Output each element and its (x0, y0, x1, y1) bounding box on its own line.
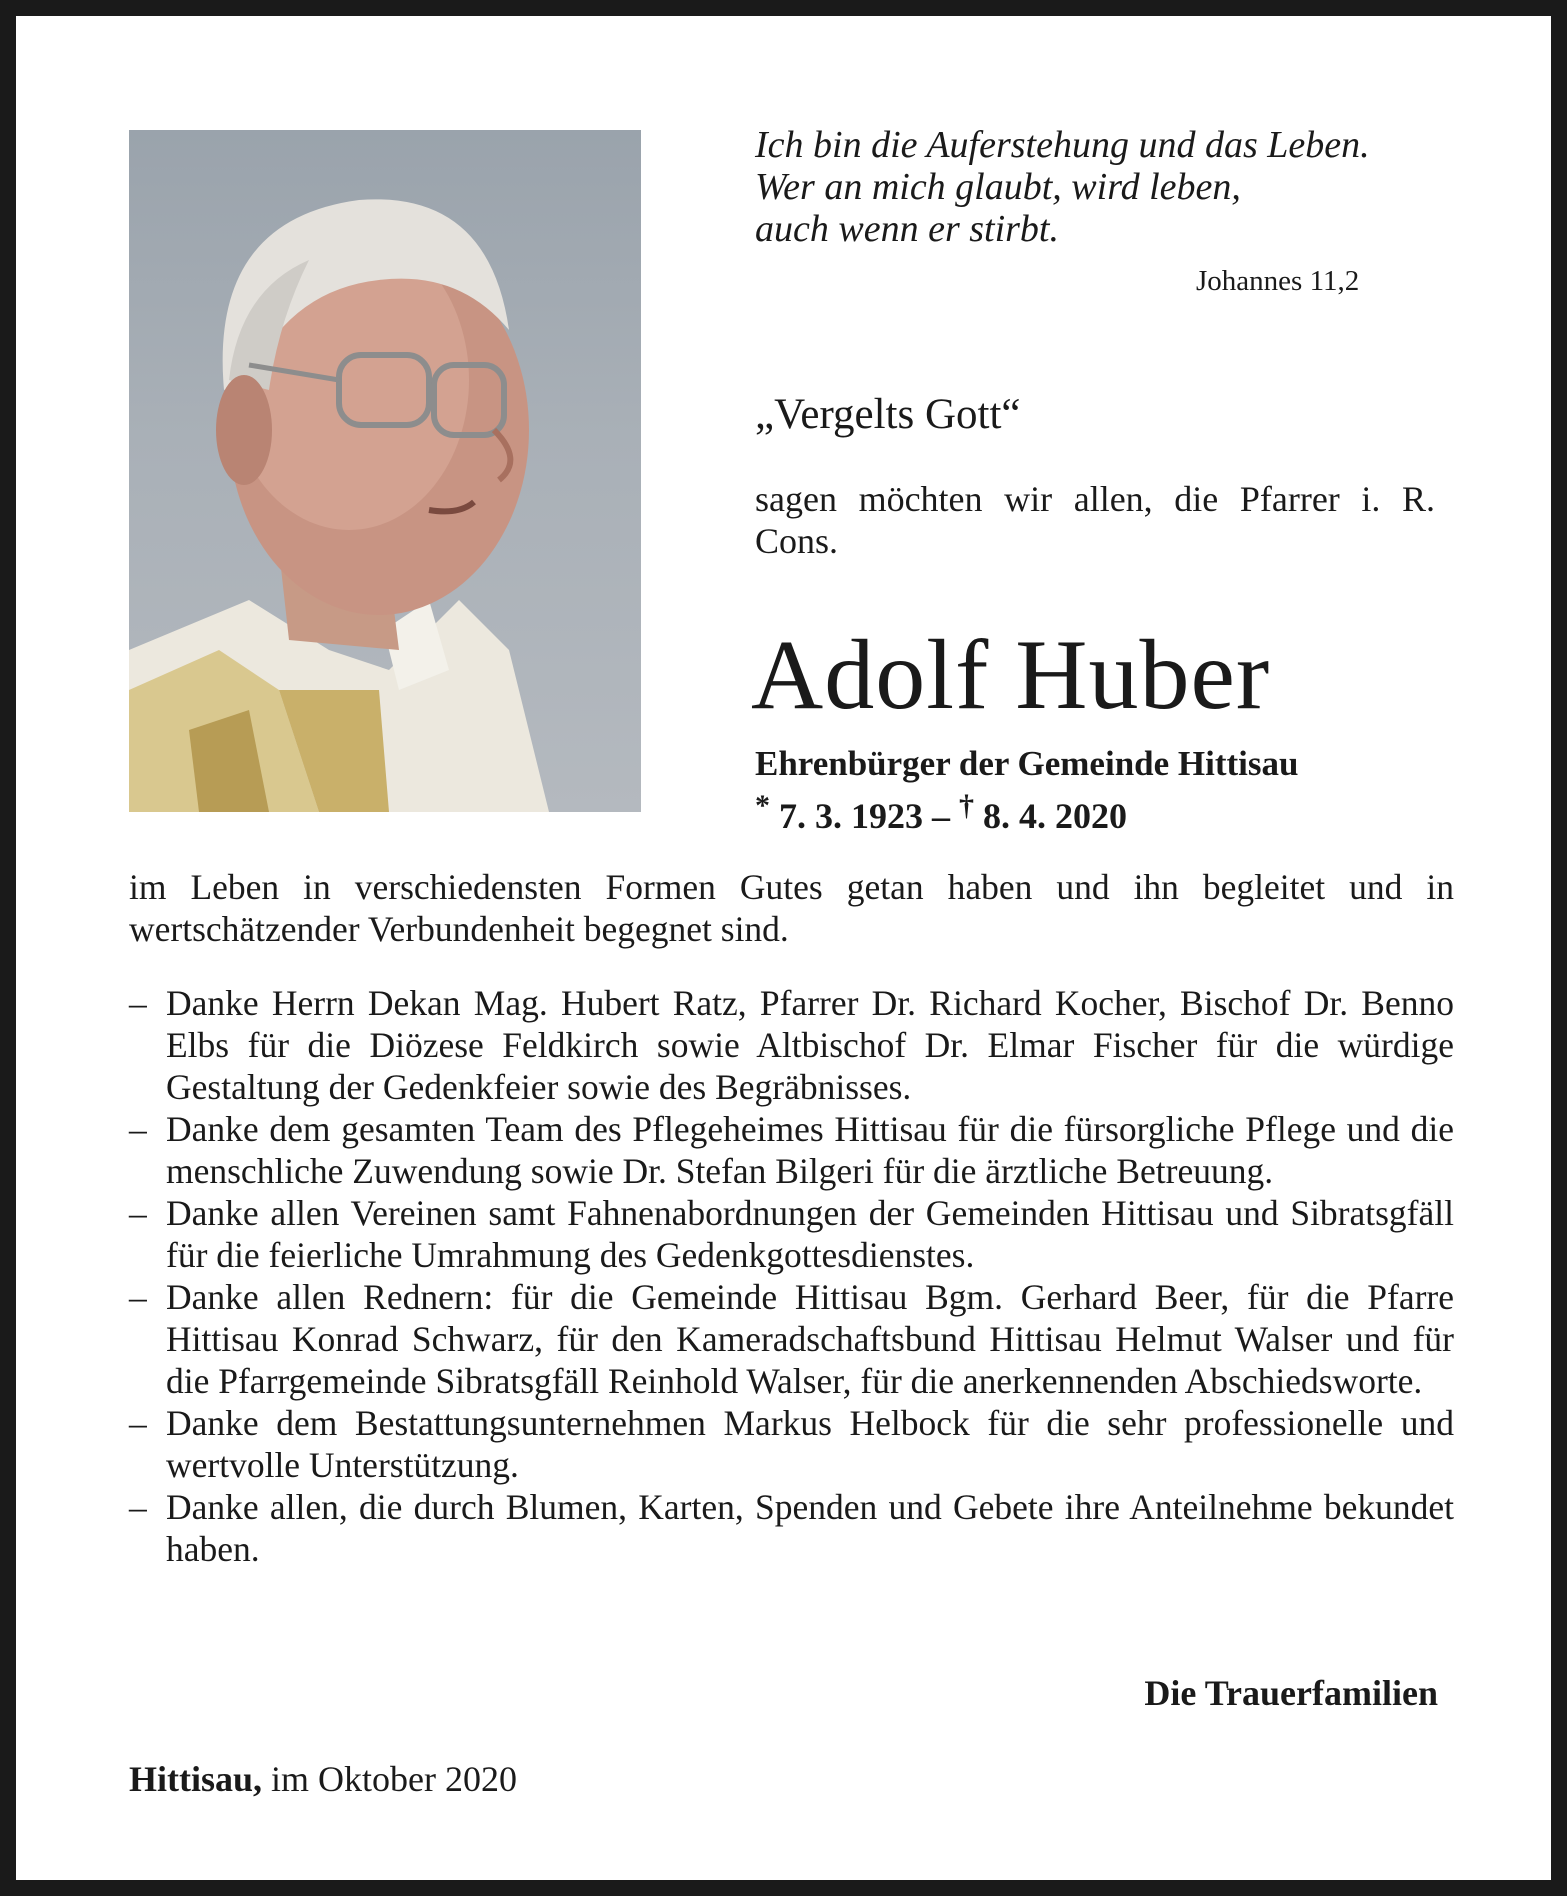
list-item (129, 1192, 1454, 1276)
signature: Die Trauerfamilien (1144, 1673, 1438, 1713)
list-item-text: Danke allen, die durch Blumen, Karten, Spenden und Gebete ihre Anteilnehme bekundet haben. (166, 1487, 1454, 1569)
list-item (129, 1276, 1454, 1402)
quote-line: Ich bin die Auferstehung und das Leben. (755, 124, 1370, 166)
list-item-text: Danke Herrn Dekan Mag. Hubert Ratz, Pfarrer Dr. Richard Kocher, Bischof Dr. Benno Elbs für die Diözese Feldkirch sowie Altbischof Dr. Elmar Fischer für die würdige Gestaltung der Gedenkfeier sowie des Begräbnisses. (166, 983, 1454, 1107)
quote-line: auch wenn er stirbt. (755, 208, 1059, 250)
list-item-text: Danke allen Rednern: für die Gemeinde Hittisau Bgm. Gerhard Beer, für die Pfarre Hittisau Konrad Schwarz, für den Kameradschaftsbund Hittisau Helmut Walser und für die Pfarrgemeinde Sibratsgfäll Reinhold Walser, für die anerkennenden Abschiedsworte. (166, 1277, 1454, 1401)
list-item-text: Danke dem gesamten Team des Pflegeheimes Hittisau für die fürsorgliche Pflege und die menschliche Zuwendung sowie Dr. Stefan Bilgeri für die ärztliche Betreuung. (166, 1109, 1454, 1191)
honor-title: Ehrenbürger der Gemeinde Hittisau (755, 744, 1299, 783)
place-town: Hittisau, (129, 1759, 263, 1799)
quote-line: Wer an mich glaubt, wird leben, (755, 166, 1241, 208)
portrait-illustration (129, 130, 641, 812)
quote-reference: Johannes 11,2 (1196, 265, 1360, 297)
list-dash: – (129, 1193, 147, 1233)
death-date: 8. 4. 2020 (983, 796, 1127, 836)
thanks-list (129, 982, 1454, 1570)
birth-symbol: * (755, 789, 770, 822)
deceased-name: Adolf Huber (751, 619, 1271, 730)
list-item (129, 982, 1454, 1108)
intro-text: sagen möchten wir allen, die Pfarrer i. R. Cons. (755, 479, 1435, 561)
list-dash: – (129, 1277, 147, 1317)
list-item (129, 1108, 1454, 1192)
list-dash: – (129, 1487, 147, 1527)
list-dash: – (129, 1109, 147, 1149)
list-dash: – (129, 983, 147, 1023)
life-dates (755, 786, 1127, 836)
list-item-text: Danke allen Vereinen samt Fahnenabordnungen der Gemeinden Hittisau und Sibratsgfäll für die feierliche Umrahmung des Gedenkgottesdienstes. (166, 1193, 1454, 1275)
bible-quote (755, 124, 1455, 250)
obituary-page (16, 16, 1551, 1880)
list-item-text: Danke dem Bestattungsunternehmen Markus Helbock für die sehr professionelle und wertvolle Unterstützung. (166, 1403, 1454, 1485)
list-dash: – (129, 1403, 147, 1443)
place-date-line (129, 1758, 517, 1800)
list-item (129, 1486, 1454, 1570)
lead-paragraph: im Leben in verschiedensten Formen Gutes getan haben und ihn begleitet und in wertschätzender Verbundenheit begegnet sind. (129, 867, 1454, 949)
death-symbol: † (959, 789, 974, 822)
portrait-photo (129, 130, 641, 812)
thanks-heading: „Vergelts Gott“ (755, 391, 1021, 438)
place-date: im Oktober 2020 (271, 1759, 517, 1799)
list-item (129, 1402, 1454, 1486)
birth-date: 7. 3. 1923 (779, 796, 923, 836)
date-separator: – (932, 796, 950, 836)
